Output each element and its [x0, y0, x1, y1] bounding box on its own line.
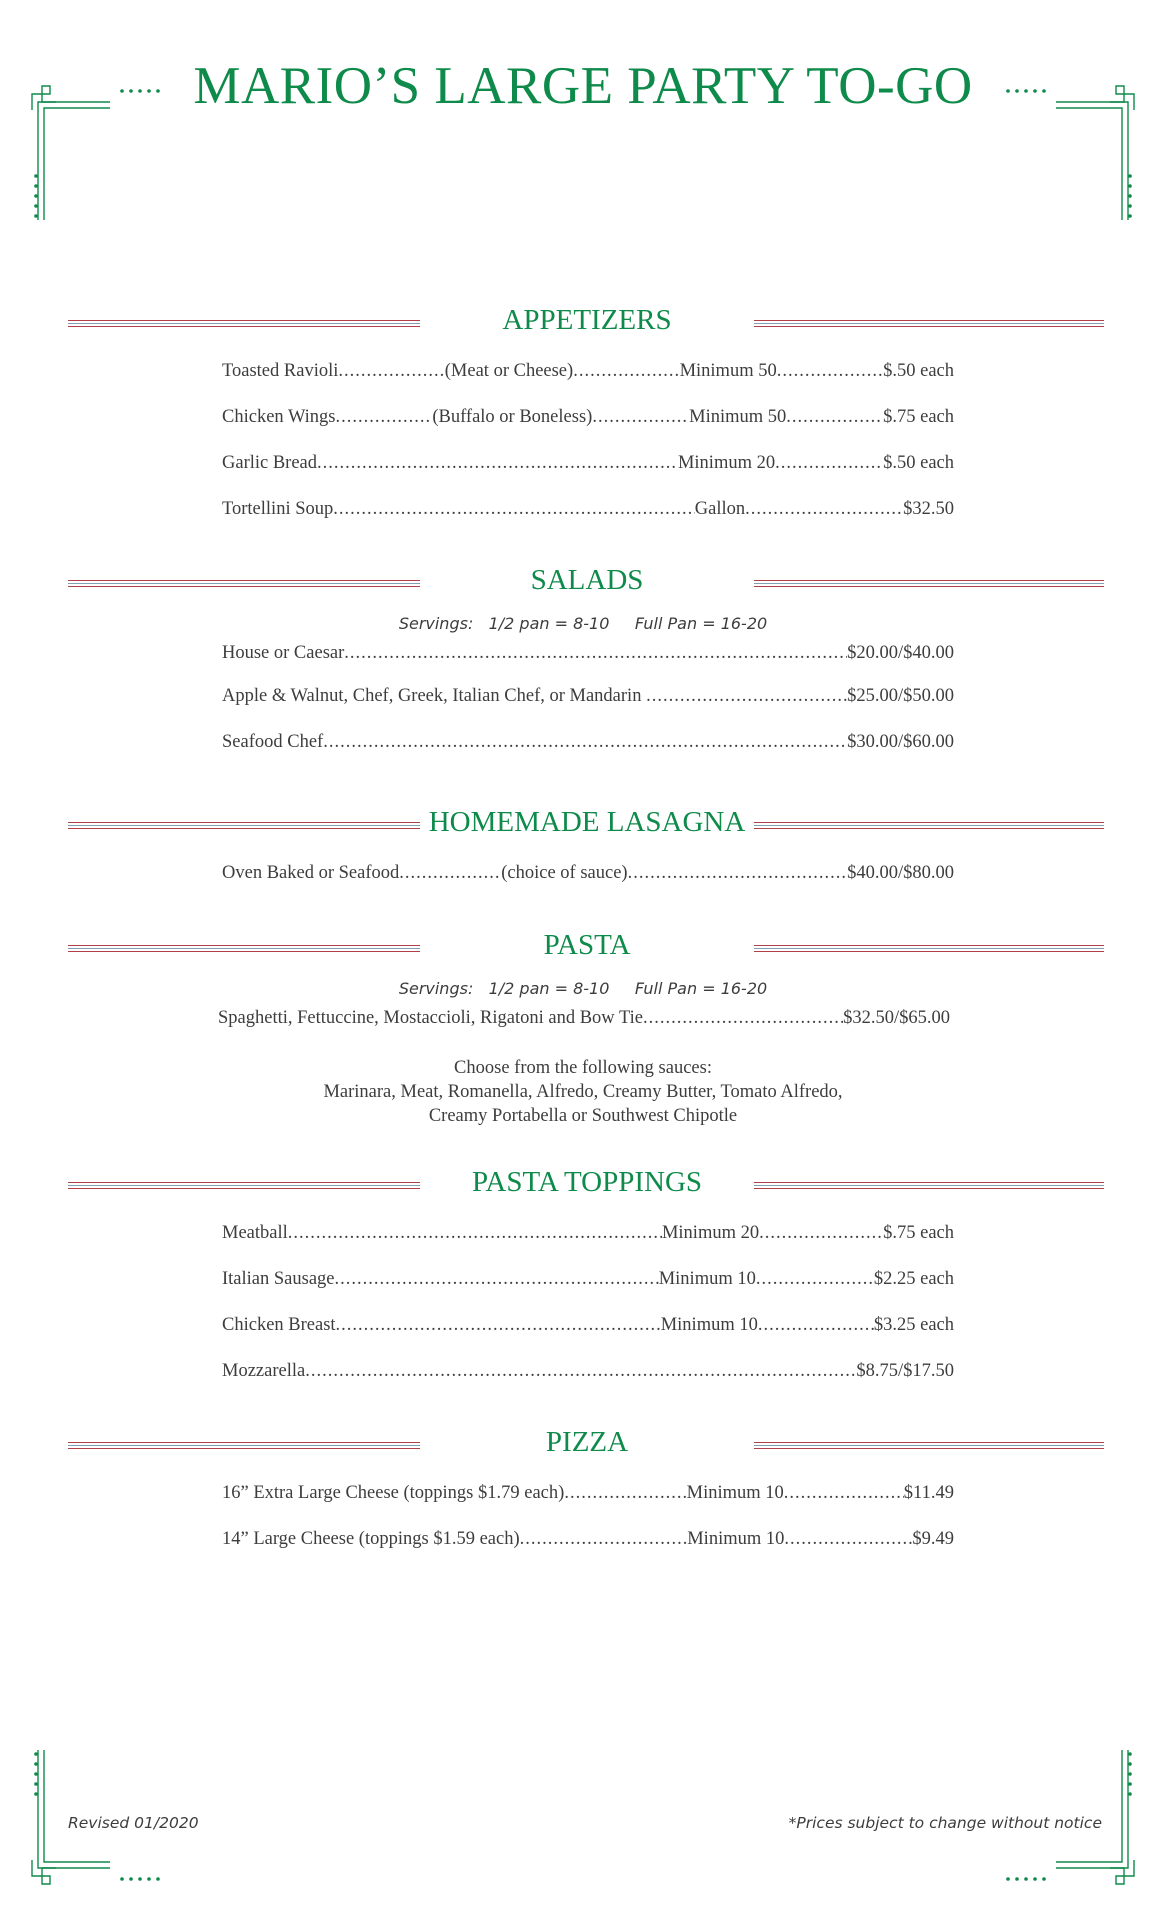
- divider-rule: [68, 1182, 420, 1189]
- divider-rule: [68, 1442, 420, 1449]
- section-header: [0, 304, 1166, 344]
- price-disclaimer: *Prices subject to change without notice: [788, 1814, 1102, 1832]
- item-note: (Buffalo or Boneless): [432, 407, 593, 427]
- divider-rule: [754, 822, 1104, 829]
- item-name: Chicken Breast: [222, 1315, 336, 1335]
- item-quantity: Gallon: [694, 499, 746, 519]
- leader-dots: [335, 1256, 659, 1302]
- section-salads: [0, 564, 1166, 765]
- menu-item: [222, 1470, 954, 1516]
- menu-list: [222, 850, 954, 896]
- item-note: (Meat or Cheese): [444, 361, 574, 381]
- menu-item: [222, 1516, 954, 1562]
- leader-dots: [592, 394, 689, 440]
- item-quantity: Minimum 10: [687, 1529, 785, 1549]
- leader-dots: [317, 440, 678, 486]
- leader-dots: [628, 850, 848, 896]
- leader-dots: [643, 998, 843, 1038]
- menu-item: [222, 1210, 954, 1256]
- item-quantity: Minimum 20: [661, 1223, 760, 1243]
- menu-item: [222, 440, 954, 486]
- menu-list: [222, 633, 954, 765]
- menu-item: [222, 1302, 954, 1348]
- section-title: APPETIZERS: [502, 304, 672, 336]
- sauce-list-line: Marinara, Meat, Romanella, Alfredo, Creamy Butter, Tomato Alfredo,: [323, 1082, 843, 1102]
- item-name: Meatball: [222, 1223, 288, 1243]
- leader-dots: [564, 1470, 686, 1516]
- menu-item: [222, 633, 954, 673]
- divider-rule: [754, 945, 1104, 952]
- leader-dots: [323, 719, 847, 765]
- section-title: PIZZA: [545, 1426, 629, 1458]
- leader-dots: [775, 440, 883, 486]
- menu-item: [222, 719, 954, 765]
- leader-dots: [777, 348, 883, 394]
- section-header: [0, 929, 1166, 969]
- item-name: Italian Sausage: [222, 1269, 335, 1289]
- item-name: Spaghetti, Fettuccine, Mostaccioli, Rigatoni and Bow Tie: [218, 1008, 643, 1028]
- divider-rule: [754, 1442, 1104, 1449]
- divider-rule: [754, 320, 1104, 327]
- menu-item: [222, 850, 954, 896]
- item-name: Oven Baked or Seafood: [222, 863, 400, 883]
- servings-note: Servings: 1/2 pan = 8-10 Full Pan = 16-20: [398, 979, 768, 998]
- item-name: Seafood Chef: [222, 732, 324, 752]
- leader-dots: [786, 394, 883, 440]
- item-name: 16” Extra Large Cheese (toppings $1.79 each): [222, 1483, 565, 1503]
- leader-dots: [784, 1470, 904, 1516]
- leader-dots: [646, 673, 847, 719]
- leader-dots: [305, 1348, 856, 1394]
- item-price: $.50 each: [883, 453, 954, 473]
- section-header: [0, 564, 1166, 604]
- menu-item: [222, 486, 954, 532]
- menu-item: [218, 998, 950, 1038]
- divider-rule: [754, 1182, 1104, 1189]
- section-title: HOMEMADE LASAGNA: [428, 806, 746, 838]
- item-name: Garlic Bread: [222, 453, 318, 473]
- item-price: $40.00/$80.00: [847, 863, 954, 883]
- sauce-options: [0, 1056, 1166, 1128]
- menu-item: [222, 673, 954, 719]
- item-name: Toasted Ravioli: [222, 361, 339, 381]
- item-name: Apple & Walnut, Chef, Greek, Italian Chef, or Mandarin: [222, 686, 647, 706]
- section-title: PASTA TOPPINGS: [471, 1166, 703, 1198]
- leader-dots: [756, 1256, 874, 1302]
- item-quantity: Minimum 50: [679, 361, 777, 381]
- item-quantity: Minimum 20: [677, 453, 776, 473]
- item-price: $9.49: [912, 1529, 954, 1549]
- item-price: $20.00/$40.00: [847, 643, 954, 663]
- leader-dots: [333, 486, 695, 532]
- leader-dots: [759, 1210, 883, 1256]
- section-title: SALADS: [530, 564, 644, 596]
- item-price: $32.50/$65.00: [843, 1008, 950, 1028]
- leader-dots: [344, 633, 847, 673]
- section-lasagna: [0, 806, 1166, 896]
- divider-rule: [68, 320, 420, 327]
- divider-rule: [68, 580, 420, 587]
- divider-rule: [68, 945, 420, 952]
- leader-dots: [399, 850, 501, 896]
- item-name: Tortellini Soup: [222, 499, 334, 519]
- page-title: MARIO’S LARGE PARTY TO-GO: [193, 57, 973, 115]
- menu-item: [222, 1256, 954, 1302]
- item-quantity: Minimum 10: [660, 1315, 758, 1335]
- revised-date: Revised 01/2020: [68, 1814, 199, 1832]
- item-price: $8.75/$17.50: [856, 1361, 954, 1381]
- item-quantity: Minimum 50: [689, 407, 787, 427]
- item-note: (choice of sauce): [501, 863, 628, 883]
- item-price: $11.49: [903, 1483, 954, 1503]
- section-pizza: [0, 1426, 1166, 1562]
- leader-dots: [758, 1302, 874, 1348]
- leader-dots: [288, 1210, 662, 1256]
- item-name: House or Caesar: [222, 643, 345, 663]
- item-price: $.75 each: [883, 407, 954, 427]
- menu-item: [222, 394, 954, 440]
- sauce-intro: Choose from the following sauces:: [454, 1058, 712, 1078]
- item-price: $2.25 each: [873, 1269, 954, 1289]
- item-price: $25.00/$50.00: [847, 686, 954, 706]
- item-price: $.75 each: [883, 1223, 954, 1243]
- divider-rule: [754, 580, 1104, 587]
- item-price: $32.50: [903, 499, 954, 519]
- item-price: $30.00/$60.00: [847, 732, 954, 752]
- leader-dots: [338, 348, 444, 394]
- item-price: $3.25 each: [873, 1315, 954, 1335]
- section-header: [0, 806, 1166, 846]
- section-pasta: [0, 929, 1166, 1128]
- item-quantity: Minimum 10: [686, 1483, 784, 1503]
- item-name: Mozzarella: [222, 1361, 306, 1381]
- item-name: Chicken Wings: [222, 407, 336, 427]
- sauce-list-line: Creamy Portabella or Southwest Chipotle: [428, 1106, 738, 1126]
- leader-dots: [336, 394, 433, 440]
- leader-dots: [336, 1302, 661, 1348]
- leader-dots: [573, 348, 679, 394]
- servings-note: Servings: 1/2 pan = 8-10 Full Pan = 16-20: [398, 614, 768, 633]
- menu-item: [222, 348, 954, 394]
- menu-list: [218, 998, 950, 1038]
- item-name: 14” Large Cheese (toppings $1.59 each): [222, 1529, 520, 1549]
- menu-item: [222, 1348, 954, 1394]
- section-pasta-toppings: [0, 1166, 1166, 1394]
- section-header: [0, 1166, 1166, 1206]
- menu-list: [222, 348, 954, 532]
- menu-list: [222, 1470, 954, 1562]
- divider-rule: [68, 822, 420, 829]
- item-quantity: Minimum 10: [658, 1269, 756, 1289]
- item-price: $.50 each: [883, 361, 954, 381]
- leader-dots: [784, 1516, 912, 1562]
- leader-dots: [520, 1516, 688, 1562]
- menu-list: [222, 1210, 954, 1394]
- section-title: PASTA: [543, 929, 631, 961]
- section-appetizers: [0, 304, 1166, 532]
- section-header: [0, 1426, 1166, 1466]
- leader-dots: [745, 486, 903, 532]
